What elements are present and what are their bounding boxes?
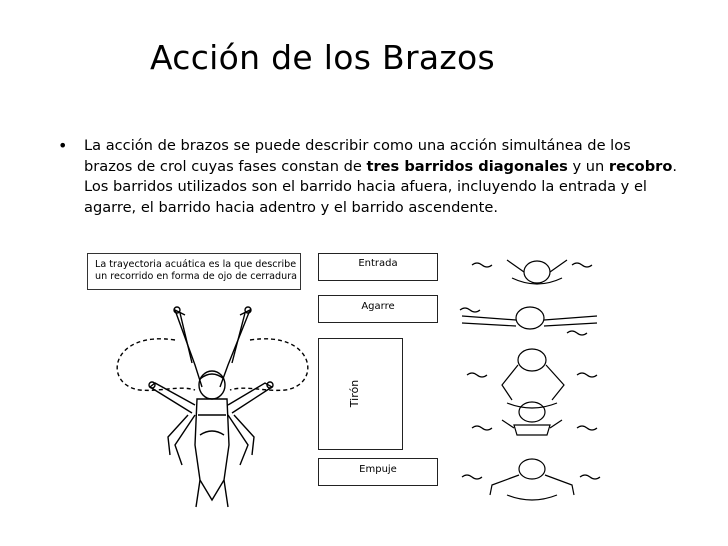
phase-label-empuje: Empuje <box>359 464 397 475</box>
stroke-frame-5 <box>462 459 600 500</box>
figure-caption-box <box>87 253 301 290</box>
swimmer-arms-drawing-icon <box>100 295 325 510</box>
bold-phrase-tres-barridos: tres barridos diagonales <box>366 157 568 175</box>
bullet-text-part: y un <box>567 157 609 175</box>
stroke-frame-1 <box>472 260 592 284</box>
phase-label-entrada: Entrada <box>358 258 398 269</box>
bullet-text-part: La acción de brazos se puede describir como una acción simultánea de los brazos de crol cuyas fases constan de <box>84 137 631 175</box>
stroke-frame-3 <box>467 349 597 408</box>
stroke-frame-4 <box>472 402 597 435</box>
bullet-dot: • <box>58 136 68 155</box>
phase-box-tiron <box>318 338 403 450</box>
slide-title: Acción de los Brazos <box>150 38 495 77</box>
phase-box-agarre <box>318 295 438 323</box>
phase-label-tiron: Tirón <box>348 379 362 408</box>
bullet-text-part: . Los barridos utilizados son el barrido hacia afuera, incluyendo la entrada y el agarre, el barrido hacia adentro y el barrido ascendente. <box>84 157 678 217</box>
stroke-frame-2 <box>460 307 597 335</box>
bold-phrase-recobro: recobro <box>608 157 673 175</box>
caption-line-2: un recorrido en forma de ojo de cerradura <box>95 271 298 282</box>
caption-line-1: La trayectoria acuática es la que describe <box>95 259 297 270</box>
phase-box-entrada <box>318 253 438 281</box>
phase-box-empuje <box>318 458 438 486</box>
bullet-text <box>84 136 678 219</box>
phase-label-agarre: Agarre <box>361 301 395 312</box>
swimmer-stroke-sequence-icon <box>452 250 602 508</box>
